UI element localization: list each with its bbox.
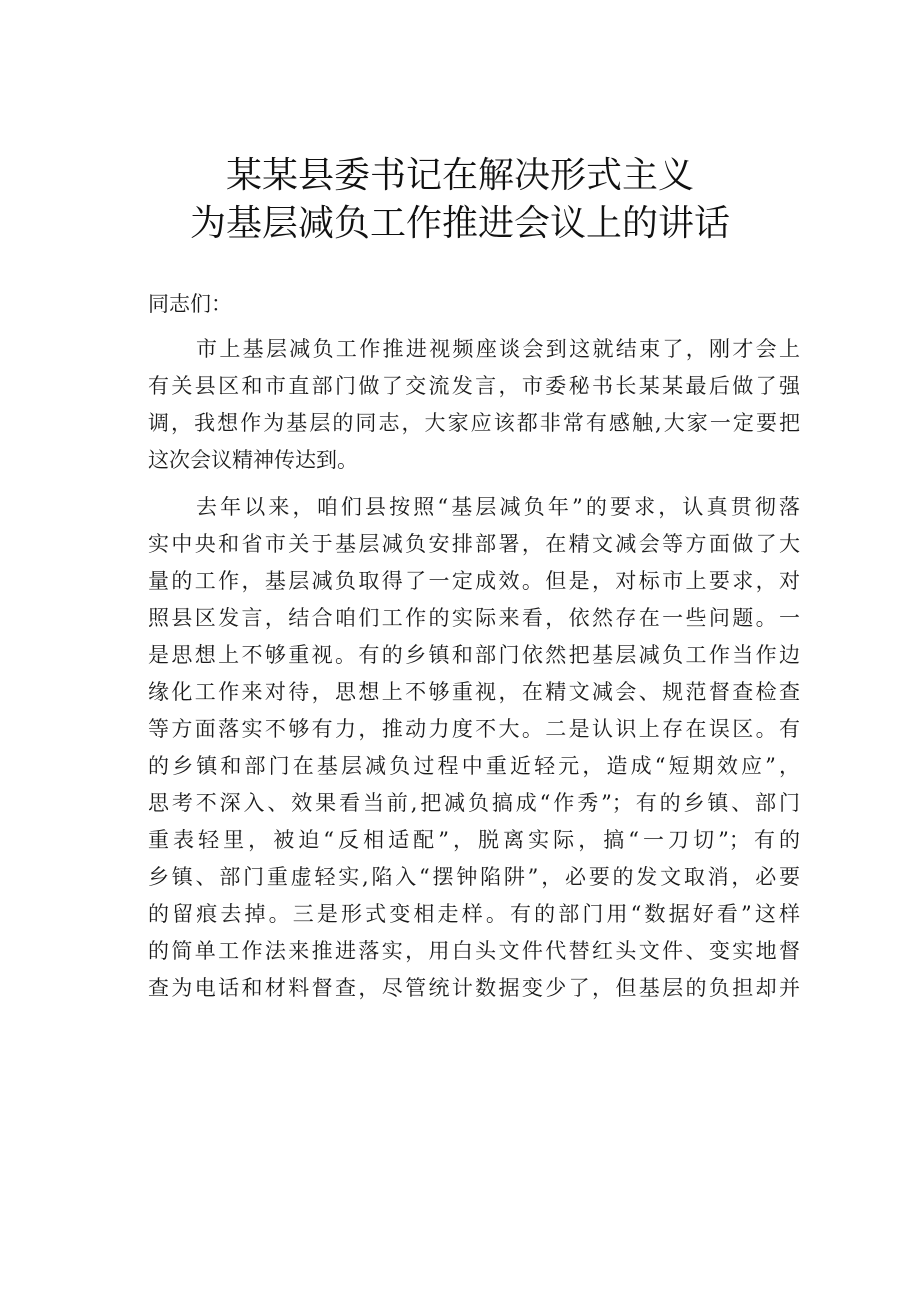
document-title [120,152,800,248]
text-line: 等方面落实不够有力，推动力度不大。二是认识上存在误区。有 [148,717,800,741]
paragraph-1 [148,331,800,479]
text-line: 思考不深入、效果看当前,把减负搞成“作秀”；有的乡镇、部门 [148,791,800,815]
text-line: 市上基层减负工作推进视频座谈会到这就结束了，刚才会上 [196,337,800,361]
text-line: 照县区发言，结合咱们工作的实际来看，依然存在一些问题。一 [148,606,800,630]
text-line: 缘化工作来对待，思想上不够重视，在精文减会、规范督查检查 [148,680,800,704]
salutation: 同志们： [148,292,232,316]
text-line: 乡镇、部门重虚轻实,陷入“摆钟陷阱”，必要的发文取消，必要 [148,865,800,889]
text-line: 的简单工作法来推进落实，用白头文件代替红头文件、变实地督 [148,939,800,963]
text-line: 这次会议精神传达到。 [148,448,358,472]
text-line: 实中央和省市关于基层减负安排部署，在精文减会等方面做了大 [148,532,800,556]
text-line: 重表轻里，被迫“反相适配”，脱离实际，搞“一刀切”；有的 [148,828,800,852]
document-body [148,286,800,1017]
title-line-1: 某某县委书记在解决形式主义 [225,155,694,196]
text-line: 调，我想作为基层的同志，大家应该都非常有感触,大家一定要把 [148,411,800,435]
title-line-2: 为基层减负工作推进会议上的讲话 [189,203,730,244]
text-line: 的乡镇和部门在基层减负过程中重近轻元，造成“短期效应”， [148,754,800,778]
text-line: 是思想上不够重视。有的乡镇和部门依然把基层减负工作当作边 [148,643,800,667]
text-line: 查为电话和材料督查，尽管统计数据变少了，但基层的负担却并 [148,976,800,1000]
text-line: 的留痕去掉。三是形式变相走样。有的部门用“数据好看”这样 [148,902,800,926]
text-line: 去年以来，咱们县按照“基层减负年”的要求，认真贯彻落 [196,495,800,519]
text-line: 有关县区和市直部门做了交流发言，市委秘书长某某最后做了强 [148,374,800,398]
paragraph-2 [148,489,800,1007]
text-line: 量的工作，基层减负取得了一定成效。但是，对标市上要求，对 [148,569,800,593]
